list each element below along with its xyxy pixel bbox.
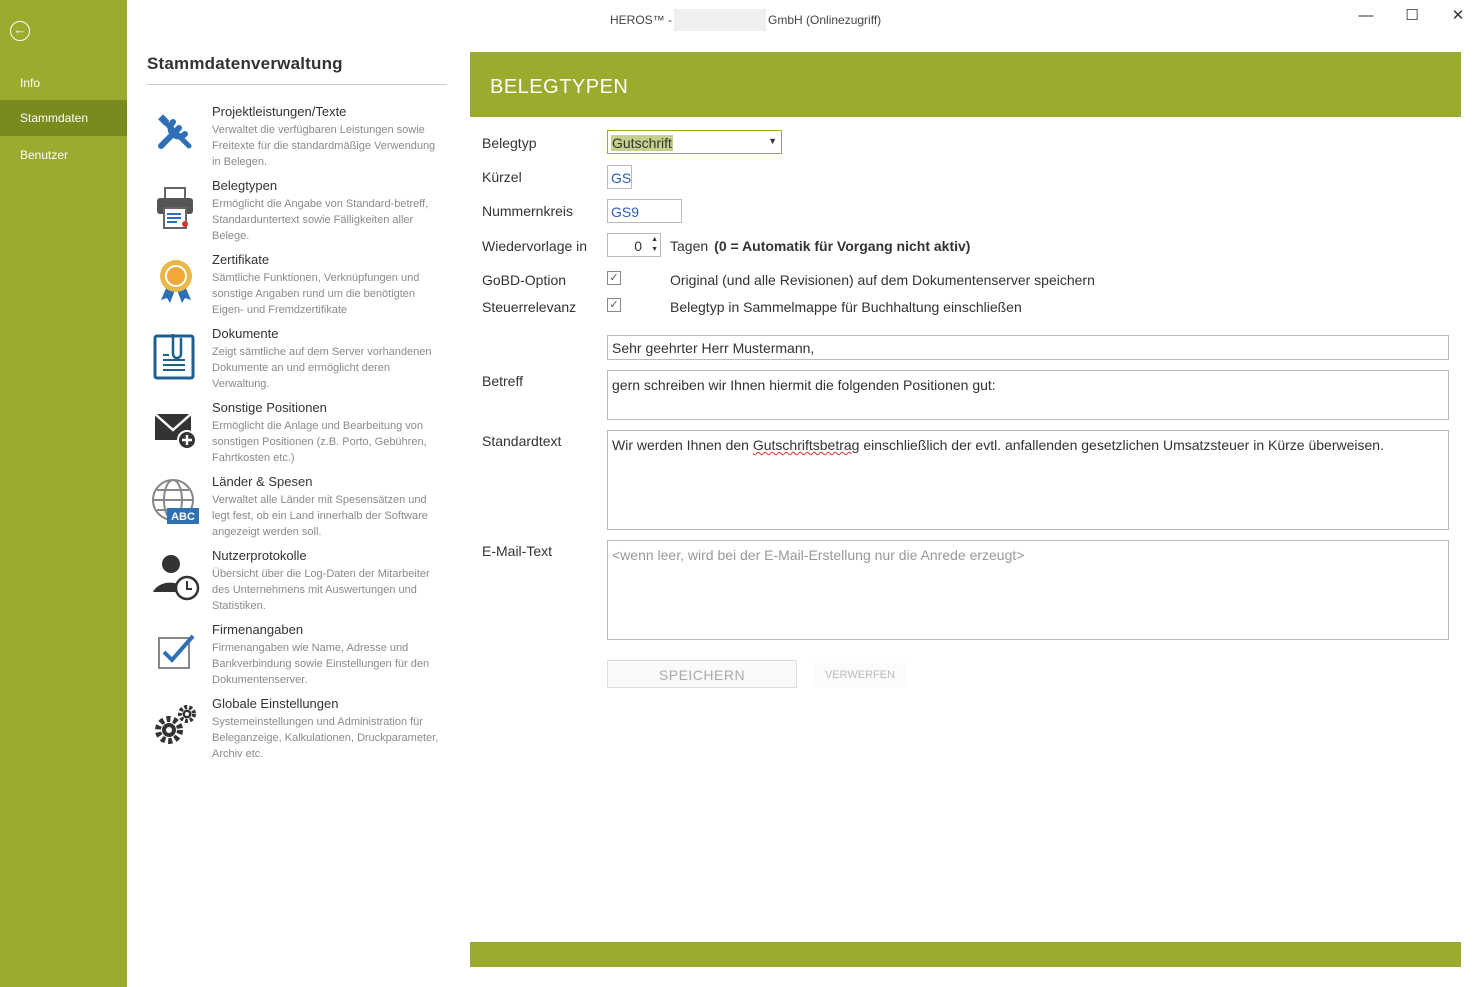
menu-item-nutzerprotokolle[interactable]: [147, 548, 447, 620]
menu-item-desc: Verwaltet alle Länder mit Spesensätzen und legt fest, ob ein Land innerhalb der Software angezeigt werden soll.: [212, 494, 428, 538]
belegtyp-label: Belegtyp: [482, 135, 537, 151]
menu-item-desc: Übersicht über die Log-Daten der Mitarbeiter des Unternehmens mit Auswertungen und Statistiken.: [212, 568, 430, 612]
menu-item-desc: Zeigt sämtliche auf dem Server vorhandenen Dokumente an und ermöglicht deren Verwaltung.: [212, 346, 432, 390]
menu-item-zertifikate[interactable]: [147, 252, 447, 324]
menu-title: Stammdatenverwaltung: [147, 54, 447, 85]
footer-bar: [470, 942, 1461, 967]
menu-item-desc: Firmenangaben wie Name, Adresse und Bankverbindung sowie Einstellungen für den Dokumentenserver.: [212, 642, 430, 686]
email-textarea[interactable]: <wenn leer, wird bei der E-Mail-Erstellung nur die Anrede erzeugt>: [607, 540, 1449, 640]
side-nav: [0, 0, 127, 987]
tagen-text: [670, 238, 970, 254]
menu-item-desc: Ermöglicht die Angabe von Standard-betreff, Standarduntertext sowie Fälligkeiten aller Belege.: [212, 198, 429, 242]
menu-item-title: Sonstige Positionen: [212, 400, 327, 415]
menu-item-desc: Verwaltet die verfügbaren Leistungen sowie Freitexte für die standardmäßige Verwendung in Belegen.: [212, 124, 436, 168]
check-icon: ✓: [609, 299, 619, 311]
minimize-button[interactable]: —: [1358, 7, 1374, 24]
svg-text:ABC: ABC: [171, 511, 195, 523]
menu-item-firmenangaben[interactable]: [147, 622, 447, 694]
page-title: BELEGTYPEN: [490, 76, 629, 98]
menu-item-sonstige-positionen[interactable]: [147, 400, 447, 472]
gears-icon: [151, 700, 201, 750]
wiedervorlage-value: 0: [634, 238, 642, 254]
menu-item-title: Globale Einstellungen: [212, 696, 339, 711]
menu-item-title: Nutzerprotokolle: [212, 548, 307, 563]
tagen-hint: (0 = Automatik für Vorgang nicht aktiv): [714, 238, 971, 254]
close-button[interactable]: ✕: [1451, 7, 1465, 24]
menu-item-title: Belegtypen: [212, 178, 278, 193]
belegtyp-dropdown[interactable]: [607, 130, 782, 154]
belegtyp-selected: Gutschrift: [612, 135, 672, 151]
standardtext-label: Standardtext: [482, 433, 562, 449]
wiedervorlage-label: Wiedervorlage in: [482, 238, 588, 254]
email-label: E-Mail-Text: [482, 543, 553, 559]
back-arrow-icon[interactable]: ←: [10, 21, 30, 41]
document-icon: [151, 330, 201, 380]
standardtext-part: einschließlich der evtl. anfallenden gesetzlichen Umsatzsteuer in Kürze überweisen.: [859, 437, 1384, 453]
menu-item-title: Dokumente: [212, 326, 279, 341]
kuerzel-label: Kürzel: [482, 169, 522, 185]
menu-item-laender-spesen[interactable]: [147, 474, 447, 546]
wiedervorlage-stepper[interactable]: [607, 233, 661, 257]
menu-item-belegtypen[interactable]: [147, 178, 447, 250]
menu-item-desc: Systemeinstellungen und Administration für Beleganzeige, Kalkulationen, Druckparameter, Archiv etc.: [212, 716, 439, 760]
window-title: [610, 9, 881, 31]
chevron-down-icon: ▼: [768, 136, 777, 146]
check-icon: ✓: [609, 272, 619, 284]
nav-item-info[interactable]: [0, 65, 127, 101]
increment-icon[interactable]: ▲: [651, 236, 658, 243]
steuerrelevanz-checkbox[interactable]: [607, 298, 621, 312]
spelling-error-word: Gutschriftsbetrag: [752, 437, 860, 453]
certificate-icon: [151, 256, 201, 306]
menu-item-title: Zertifikate: [212, 252, 270, 267]
betreff-label: Betreff: [482, 373, 523, 389]
gobd-label: GoBD-Option: [482, 272, 567, 288]
discard-button[interactable]: VERWERFEN: [813, 663, 907, 687]
menu-item-globale-einstellungen[interactable]: [147, 696, 447, 768]
window-title-left: HEROS™ -: [610, 13, 673, 27]
nav-item-label: Benutzer: [20, 148, 69, 162]
standardtext-part: Wir werden Ihnen den: [612, 437, 753, 453]
nav-item-benutzer[interactable]: [0, 137, 127, 173]
betreff-textarea[interactable]: gern schreiben wir Ihnen hiermit die folgenden Positionen gut:: [607, 370, 1449, 420]
tagen-label: Tagen: [670, 238, 709, 254]
decrement-icon[interactable]: ▼: [651, 246, 658, 253]
nav-item-label: Stammdaten: [20, 111, 89, 125]
nummernkreis-field[interactable]: GS9: [607, 199, 682, 223]
mail-add-icon: [151, 404, 201, 454]
menu-item-title: Firmenangaben: [212, 622, 304, 637]
menu-item-title: Länder & Spesen: [212, 474, 313, 489]
menu-item-projektleistungen[interactable]: [147, 104, 447, 176]
content-header: [470, 52, 1461, 117]
user-clock-icon: [151, 552, 201, 602]
checkbox-icon: [151, 626, 201, 676]
steuerrelevanz-label: Steuerrelevanz: [482, 299, 577, 315]
nav-item-stammdaten[interactable]: [0, 100, 127, 136]
tools-icon: [151, 108, 201, 158]
nummernkreis-label: Nummernkreis: [482, 203, 574, 219]
menu-item-desc: Sämtliche Funktionen, Verknüpfungen und sonstige Angaben rund um die benötigten Eigen- und Fremdzertifikate: [212, 272, 420, 316]
redacted-block: [674, 9, 766, 31]
menu-item-title: Projektleistungen/Texte: [212, 104, 347, 119]
steuerrelevanz-text: Belegtyp in Sammelmappe für Buchhaltung einschließen: [670, 299, 1022, 315]
menu-item-desc: Ermöglicht die Anlage und Bearbeitung von sonstigen Positionen (z.B. Porto, Gebühren, Fahrtkosten etc.): [212, 420, 427, 464]
kuerzel-field[interactable]: GS: [607, 165, 632, 189]
nav-item-label: Info: [20, 76, 41, 90]
window-title-right: GmbH (Onlinezugriff): [768, 13, 882, 27]
gobd-text: Original (und alle Revisionen) auf dem Dokumentenserver speichern: [670, 272, 1095, 288]
stammdaten-menu: [147, 54, 447, 760]
globe-abc-icon: [151, 478, 201, 528]
save-button[interactable]: SPEICHERN: [607, 660, 797, 688]
maximize-button[interactable]: ☐: [1405, 7, 1419, 24]
menu-item-dokumente[interactable]: [147, 326, 447, 398]
standardtext-textarea[interactable]: [607, 430, 1449, 530]
anrede-field[interactable]: Sehr geehrter Herr Mustermann,: [607, 335, 1449, 360]
gobd-checkbox[interactable]: [607, 271, 621, 285]
printer-icon: [151, 182, 201, 232]
